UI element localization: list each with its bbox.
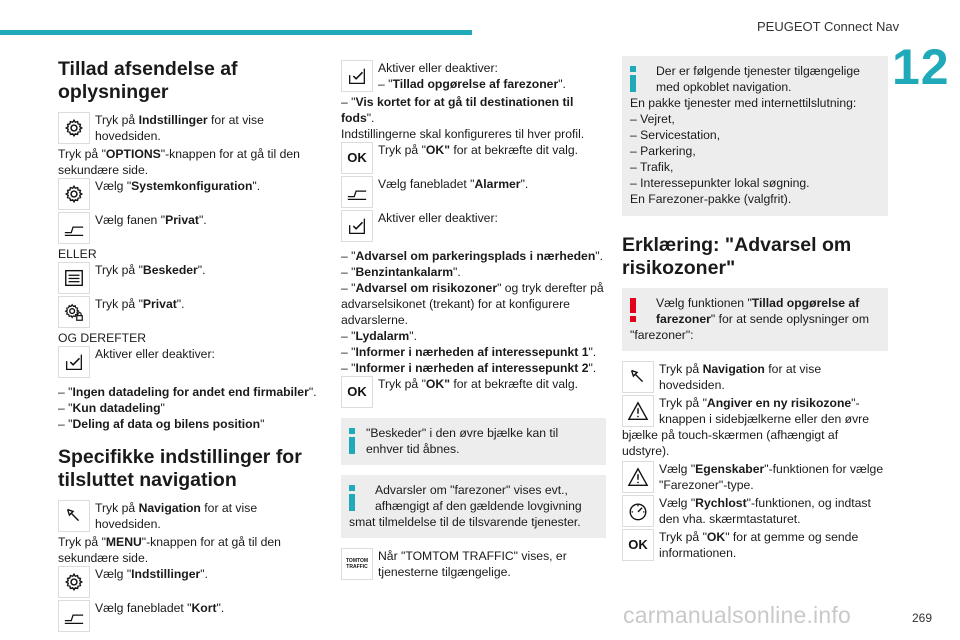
chapter-number: 12 <box>892 39 950 95</box>
step-new-risk-zone: Tryk på "Angiver en ny risikozone"- knappen i sidebjælkerne eller den øvre <box>622 395 888 427</box>
navigation-icon <box>622 361 654 393</box>
ok-icon: OK <box>341 376 373 408</box>
list-item: – "Deling af data og bilens position" <box>58 417 265 431</box>
checkbox-icon <box>341 60 373 92</box>
info-note: Der er følgende tjenester tilgængelige med opkoblet navigation. En pakke tjenester med internettilslutning: – Vejret, – Servicestation, – Parkering, – Trafik, – Interessepunkter lokal søgning. En Farezoner-pakke (valgfrit). <box>622 56 888 216</box>
checkbox-icon <box>58 346 90 378</box>
list-item: – "Advarsel om parkeringsplads i nærheden". <box>341 249 603 263</box>
text-profile-note: Indstillingerne skal konfigureres til hver profil. <box>341 127 585 141</box>
step-ok: OK Tryk på "OK" for at bekræfte dit valg. <box>341 376 606 408</box>
warning-triangle-icon <box>622 395 654 427</box>
step-toggle: Aktiver eller deaktiver: – "Tillad opgørelse af farezoner". <box>341 60 606 92</box>
list-item: – "Ingen datadeling for andet end firmabiler". <box>58 385 317 399</box>
ok-icon: OK <box>622 529 654 561</box>
list-item: – "Vis kortet for at gå til destinationen til fods". <box>341 95 574 125</box>
checkbox-icon <box>341 210 373 242</box>
step-navigation: Tryk på Navigation for at vise hovedsiden. <box>58 500 323 532</box>
speedometer-icon <box>622 495 654 527</box>
step-navigation: Tryk på Navigation for at vise hovedsiden. <box>622 361 888 393</box>
step-toggle: Aktiver eller deaktiver: <box>341 210 606 242</box>
ok-icon: OK <box>341 142 373 174</box>
tab-icon <box>58 600 90 632</box>
list-item: – "Kun datadeling" <box>58 401 165 415</box>
info-note: "Beskeder" i den øvre bjælke kan til enhver tid åbnes. <box>341 418 606 465</box>
gear-icon <box>58 178 90 210</box>
step-properties: Vælg "Egenskaber"-funktionen for vælge "Farezoner"-type. <box>622 461 888 493</box>
tab-icon <box>341 176 373 208</box>
list-item: – "Lydalarm". <box>341 329 417 343</box>
text-or: ELLER <box>58 247 97 261</box>
section-title-risk-zones: Erklæring: "Advarsel om risikozoner" <box>622 234 852 279</box>
messages-icon <box>58 262 90 294</box>
list-item: – "Advarsel om risikozoner" og tryk derefter på advarselsikonet (trekant) for at konfigurere advarslerne. <box>341 281 604 327</box>
step-tomtom: TOMTOM TRAFFIC Når "TOMTOM TRAFFIC" vises, er tjenesterne tilgængelige. <box>341 548 606 580</box>
tomtom-traffic-icon: TOMTOM TRAFFIC <box>341 548 373 580</box>
step-map-tab: Vælg fanebladet "Kort". <box>58 600 323 632</box>
step-ok-save: OK Tryk på "OK" for at gemme og sende informationen. <box>622 529 888 561</box>
page-header: PEUGEOT Connect Nav <box>757 19 900 34</box>
text-touchscreen: bjælke på touch-skærmen (afhængigt af udstyre). <box>622 428 839 458</box>
section-title-nav-settings: Specifikke indstillinger for tilsluttet navigation <box>58 446 302 491</box>
text-then: OG DEREFTER <box>58 331 147 345</box>
step-messages: Tryk på "Beskeder". <box>58 262 323 294</box>
column-1 <box>58 56 323 634</box>
step-system-config: Vælg "Systemkonfiguration". <box>58 178 323 210</box>
navigation-icon <box>58 500 90 532</box>
watermark: carmanualsonline.info <box>623 602 851 628</box>
info-note: Advarsler om "farezoner" vises evt., afhængigt af den gældende lovgivning smat tilmeldelse til de tilsvarende tjenester. <box>341 475 606 538</box>
list-item: – "Informer i nærheden af interessepunkt 2". <box>341 361 597 375</box>
tab-icon <box>58 212 90 244</box>
list-item: – "Benzintankalarm". <box>341 265 461 279</box>
info-icon <box>349 428 357 457</box>
list-item: – "Informer i nærheden af interessepunkt 1". <box>341 345 597 359</box>
text-options: Tryk på "OPTIONS"-knappen for at gå til den sekundære side. <box>58 147 300 177</box>
step-settings-select: Vælg "Indstillinger". <box>58 566 323 598</box>
step-private-tab: Vælg fanen "Privat". <box>58 212 323 244</box>
warning-triangle-icon <box>622 461 654 493</box>
step-toggle: Aktiver eller deaktiver: <box>58 346 323 378</box>
page-number: 269 <box>912 611 933 625</box>
column-3 <box>622 56 888 563</box>
column-2 <box>341 60 606 582</box>
step-ok: OK Tryk på "OK" for at bekræfte dit valg. <box>341 142 606 174</box>
warning-note: Vælg funktionen "Tillad opgørelse af farezoner" for at sende oplysninger om "farezoner": <box>622 288 888 351</box>
step-alarms-tab: Vælg fanebladet "Alarmer". <box>341 176 606 208</box>
step-settings: Tryk på Indstillinger for at vise hovedsiden. <box>58 112 323 144</box>
gear-icon <box>58 566 90 598</box>
section-title-send-info: Tillad afsendelse af oplysninger <box>58 58 238 103</box>
step-private: Tryk på "Privat". <box>58 296 323 328</box>
text-menu: Tryk på "MENU"-knappen for at gå til den sekundære side. <box>58 535 281 565</box>
privacy-gear-icon <box>58 296 90 328</box>
gear-icon <box>58 112 90 144</box>
step-speed: Vælg "Rychlost"-funktionen, og indtast den vha. skærmtastaturet. <box>622 495 888 527</box>
header-accent-bar <box>0 30 472 35</box>
